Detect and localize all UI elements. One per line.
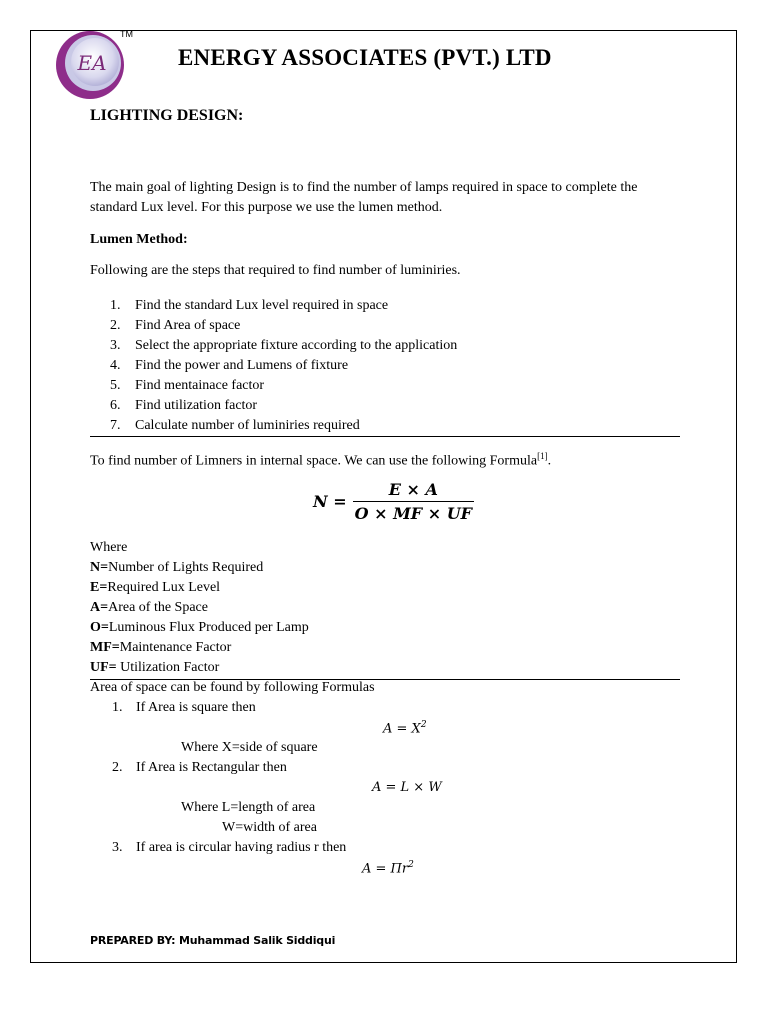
lumen-formula [313,480,474,523]
formula-lhs: N = [313,492,347,511]
formula-fraction [353,480,474,523]
company-logo [52,28,126,102]
definition-item: N=Number of Lights Required [90,560,264,575]
definition-item: MF=Maintenance Factor [90,640,232,655]
definition-item: E=Required Lux Level [90,580,221,595]
list-item: 7. Calculate number of luminiries required [110,418,360,433]
section-title: LIGHTING DESIGN: [90,107,244,124]
lumen-method-heading: Lumen Method: [90,232,188,247]
equation-square: $A = X^2$ [383,720,427,737]
reference-link[interactable]: [1] [537,451,548,461]
where-width: W=width of area [222,820,317,835]
trademark-mark: TM [120,29,133,39]
list-item: 4. Find the power and Lumens of fixture [110,358,349,373]
where-length: Where L=length of area [181,800,316,815]
definitions [90,538,309,678]
area-heading: Area of space can be found by following Formulas [90,680,375,695]
definition-item: A=Area of the Space [90,600,208,615]
steps-intro: Following are the steps that required to find number of luminiries. [90,263,461,278]
list-item: 5. Find mentainace factor [110,378,265,393]
formula-denominator: O × MF × UF [354,504,473,523]
list-item: 2. Find Area of space [110,318,241,333]
equation-circle: $A = \Pi r^2$ [362,860,414,877]
equation-rectangle: A = L × W [372,780,442,795]
steps-list [110,296,457,436]
where-label: Where [90,540,128,555]
area-case-circle: 3. If area is circular having radius r then [112,840,347,855]
divider [90,436,680,437]
formula-numerator: E × A [388,480,438,499]
company-name: ENERGY ASSOCIATES (PVT.) LTD [178,45,552,70]
intro-paragraph: The main goal of lighting Design is to find the number of lamps required in space to complete the standard Lux level. For this purpose we use the lumen method. [90,180,638,215]
area-case-square: 1. If Area is square then [112,700,256,715]
list-item: 1. Find the standard Lux level required in space [110,298,389,313]
formula-intro: To find number of Limners in internal space. We can use the following Formula[1]. [90,451,552,469]
prepared-by: PREPARED BY: Muhammad Salik Siddiqui [90,934,336,947]
definition-item: UF= Utilization Factor [90,660,220,675]
list-item: 3. Select the appropriate fixture according to the application [110,338,458,353]
where-square: Where X=side of square [181,740,318,755]
logo-text: EA [77,51,107,75]
list-item: 6. Find utilization factor [110,398,258,413]
area-case-rectangle: 2. If Area is Rectangular then [112,760,287,775]
definition-item: O=Luminous Flux Produced per Lamp [90,620,309,635]
